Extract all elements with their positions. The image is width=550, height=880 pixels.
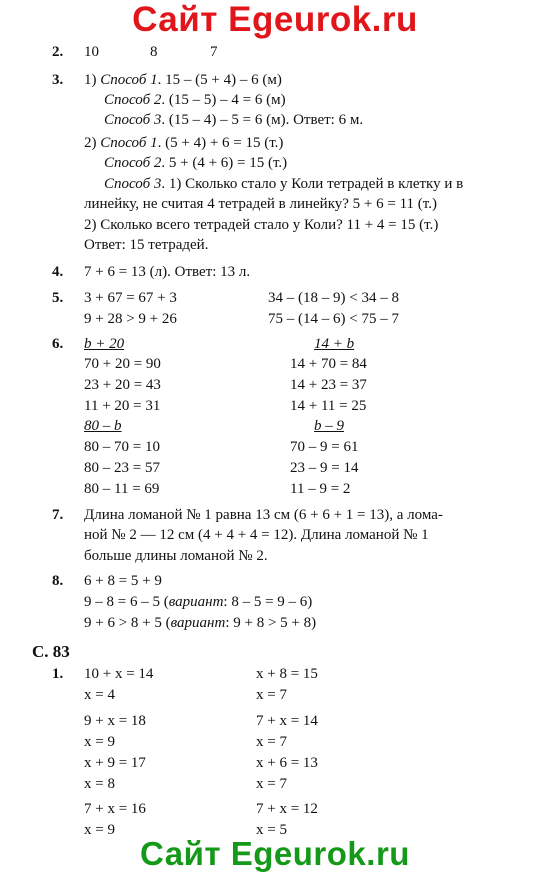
site-watermark-top: Сайт Egeurok.ru <box>132 0 418 39</box>
solution-line: больше длины ломаной № 2. <box>84 548 268 564</box>
solution-line: 2) Сколько всего тетрадей стало у Коли? 11 + 4 = 15 (т.) <box>84 217 439 233</box>
site-watermark-bottom: Сайт Egeurok.ru <box>140 835 410 872</box>
task-number: 3. <box>52 72 64 88</box>
equation: x = 7 <box>256 687 287 703</box>
answer-value: 10 <box>84 44 99 60</box>
expression: 9 + 6 > 8 + 5 ( <box>84 615 171 631</box>
equation: x = 9 <box>84 734 115 750</box>
comparison: 75 – (14 – 6) < 75 – 7 <box>268 311 399 327</box>
equation: 23 – 9 = 14 <box>290 460 359 476</box>
equation: 14 + 11 = 25 <box>290 398 367 414</box>
equation: 7 + x = 12 <box>256 801 318 817</box>
line-prefix: 1) <box>84 72 101 88</box>
solution-line: ной № 2 — 12 см (4 + 4 + 4 = 12). Длина ломаной № 1 <box>84 527 429 543</box>
equation: 80 – 70 = 10 <box>84 439 160 455</box>
equation: 11 + 20 = 31 <box>84 398 161 414</box>
method-label: Способ 3 <box>104 112 162 128</box>
variant-label: вариант <box>170 615 226 631</box>
equation: 80 – 11 = 69 <box>84 481 160 497</box>
solution-line <box>104 110 363 130</box>
task-number: 7. <box>52 507 64 523</box>
equation <box>84 592 312 612</box>
equation: x = 7 <box>256 776 287 792</box>
task-number: 2. <box>52 44 64 60</box>
equation: 6 + 8 = 5 + 9 <box>84 573 162 589</box>
method-label: Способ 3 <box>104 176 162 192</box>
method-label: Способ 2 <box>104 92 162 108</box>
equation: 70 – 9 = 61 <box>290 439 359 455</box>
equation: 70 + 20 = 90 <box>84 356 161 372</box>
solution-line: линейку, не считая 4 тетрадей в линейку? 5 + 6 = 11 (т.) <box>84 196 437 212</box>
answer-value: 8 <box>150 44 158 60</box>
variant-label: вариант <box>168 594 224 610</box>
equation: x + 8 = 15 <box>256 666 318 682</box>
equation: 14 + 70 = 84 <box>290 356 367 372</box>
equation: 10 + x = 14 <box>84 666 154 682</box>
page-heading: С. 83 <box>32 642 70 661</box>
expression-header: 80 – b <box>84 418 122 434</box>
equation: 7 + x = 14 <box>256 713 318 729</box>
method-label: Способ 1 <box>100 72 158 88</box>
solution-line <box>84 70 282 90</box>
equation: 80 – 23 = 57 <box>84 460 160 476</box>
solution-line: Длина ломаной № 1 равна 13 см (6 + 6 + 1 = 13), а лома- <box>84 507 443 523</box>
task-number: 5. <box>52 290 64 306</box>
task-number: 8. <box>52 573 64 589</box>
equation: x = 9 <box>84 822 115 838</box>
expression: . 15 – (5 + 4) – 6 (м) <box>157 72 282 88</box>
equation: 14 + 23 = 37 <box>290 377 367 393</box>
expression: . (15 – 4) – 5 = 6 (м). Ответ: 6 м. <box>161 112 364 128</box>
task-number: 6. <box>52 336 64 352</box>
expression-header: 14 + b <box>314 336 355 352</box>
expression: . 1) Сколько стало у Коли тетрадей в клетку и в <box>161 176 464 192</box>
equation <box>84 613 316 633</box>
solution-line <box>104 90 286 110</box>
comparison: 34 – (18 – 9) < 34 – 8 <box>268 290 399 306</box>
solution-line <box>104 153 287 173</box>
equation: x = 7 <box>256 734 287 750</box>
solution-line <box>84 133 283 153</box>
equation: x + 9 = 17 <box>84 755 146 771</box>
expression: . 5 + (4 + 6) = 15 (т.) <box>161 155 288 171</box>
expression: 9 – 8 = 6 – 5 ( <box>84 594 169 610</box>
equation: x + 6 = 13 <box>256 755 318 771</box>
equation: x = 4 <box>84 687 115 703</box>
expression: . (5 + 4) + 6 = 15 (т.) <box>157 135 284 151</box>
comparison: 9 + 28 > 9 + 26 <box>84 311 177 327</box>
solution-line <box>104 174 463 194</box>
equation: x = 5 <box>256 822 287 838</box>
method-label: Способ 2 <box>104 155 162 171</box>
expression: : 8 – 5 = 9 – 6) <box>223 594 313 610</box>
task-number: 1. <box>52 666 64 682</box>
expression-header: b – 9 <box>314 418 344 434</box>
answer-value: 7 <box>210 44 218 60</box>
equation: 11 – 9 = 2 <box>290 481 351 497</box>
expression: : 9 + 8 > 5 + 8) <box>225 615 317 631</box>
line-prefix: 2) <box>84 135 101 151</box>
method-label: Способ 1 <box>100 135 158 151</box>
equation: x = 8 <box>84 776 115 792</box>
comparison: 3 + 67 = 67 + 3 <box>84 290 177 306</box>
equation: 7 + x = 16 <box>84 801 146 817</box>
expression-header: b + 20 <box>84 336 125 352</box>
task-number: 4. <box>52 264 64 280</box>
equation: 9 + x = 18 <box>84 713 146 729</box>
solution-line: 7 + 6 = 13 (л). Ответ: 13 л. <box>84 264 251 280</box>
answer-line: Ответ: 15 тетрадей. <box>84 237 209 253</box>
equation: 23 + 20 = 43 <box>84 377 161 393</box>
expression: . (15 – 5) – 4 = 6 (м) <box>161 92 286 108</box>
